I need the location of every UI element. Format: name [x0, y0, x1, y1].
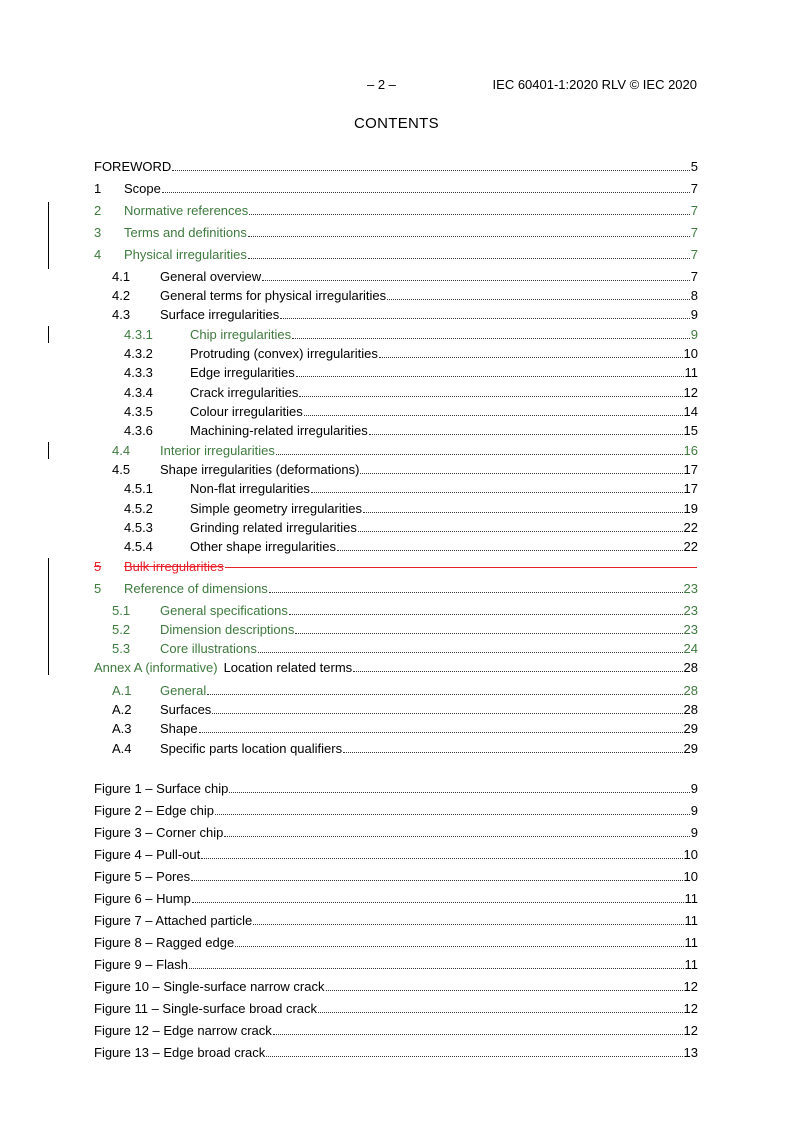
figure-entry[interactable] [94, 1023, 698, 1039]
toc-entry-label: Edge irregularities [190, 365, 295, 380]
figure-entry-label: Figure 13 – Edge broad crack [94, 1045, 266, 1060]
toc-entry-page: 28 [683, 660, 698, 675]
toc-entry-page: 11 [684, 365, 698, 380]
toc-entry-number: 4 [94, 247, 102, 262]
figure-entry[interactable] [94, 957, 698, 973]
toc-entry-number: 4.5.1 [124, 481, 153, 496]
dot-leader [162, 181, 690, 193]
toc-entry-label: Colour irregularities [190, 404, 303, 419]
dot-leader [358, 520, 683, 532]
toc-entry-label: Chip irregularities [190, 327, 292, 342]
toc-entry-label: Crack irregularities [190, 385, 299, 400]
figure-entry[interactable] [94, 935, 698, 951]
toc-entry-page: 7 [690, 225, 698, 240]
toc-entry-label: Shape irregularities (deformations) [160, 462, 360, 477]
toc-entry-number: 4.2 [112, 288, 131, 303]
dot-leader [360, 462, 682, 474]
toc-entry[interactable] [94, 481, 698, 497]
dot-leader [253, 913, 683, 925]
figure-entry-label: Figure 1 – Surface chip [94, 781, 229, 796]
toc-entry[interactable] [94, 539, 698, 555]
dot-leader [262, 269, 690, 281]
toc-entry-number: 5 [94, 581, 102, 596]
toc-entry[interactable] [94, 225, 698, 241]
change-bar [48, 202, 49, 269]
toc-entry-number: 4.5.3 [124, 520, 153, 535]
toc-entry[interactable] [94, 404, 698, 420]
dot-leader [337, 539, 683, 551]
dot-leader [369, 423, 683, 435]
toc-entry-page: 8 [690, 288, 698, 303]
dot-leader [258, 641, 683, 653]
dot-leader [273, 1023, 683, 1035]
toc-entry-label: Protruding (convex) irregularities [190, 346, 378, 361]
dot-leader [248, 225, 690, 237]
toc-entry-page: 22 [683, 539, 698, 554]
toc-entry-number: 4.3.2 [124, 346, 153, 361]
toc-entry-number: 5.1 [112, 603, 131, 618]
toc-entry[interactable] [94, 247, 698, 263]
toc-entry-page: 19 [683, 501, 698, 516]
toc-entry-label: General specifications [160, 603, 288, 618]
toc-entry-page: 23 [683, 581, 698, 596]
dot-leader [343, 741, 682, 753]
figure-entry-label: Figure 9 – Flash [94, 957, 188, 972]
toc-entry-number: Annex A (informative) [94, 660, 218, 675]
toc-entry-label: Surface irregularities [160, 307, 280, 322]
toc-entry-label: Reference of dimensions [124, 581, 268, 596]
figure-entry-label: Figure 2 – Edge chip [94, 803, 214, 818]
figure-entry[interactable] [94, 803, 698, 819]
toc-entry-label: General terms for physical irregularities [160, 288, 387, 303]
dot-leader [266, 1045, 682, 1057]
figure-entry-page: 9 [690, 825, 698, 840]
toc-entry-label: Grinding related irregularities [190, 520, 357, 535]
dot-leader [276, 443, 683, 455]
toc-entry-page: 17 [683, 462, 698, 477]
toc-entry[interactable] [94, 159, 698, 175]
change-bar [48, 442, 49, 459]
toc-entry[interactable] [94, 702, 698, 718]
dot-leader [295, 622, 682, 634]
toc-entry-label: Machining-related irregularities [190, 423, 368, 438]
toc-entry-number: A.2 [112, 702, 132, 717]
toc-entry-page: 9 [690, 327, 698, 342]
toc-entry-number: 4.3.1 [124, 327, 153, 342]
toc-entry[interactable] [94, 501, 698, 517]
dot-leader [318, 1001, 682, 1013]
toc-entry-number: 4.3.6 [124, 423, 153, 438]
toc-entry-label: Physical irregularities [124, 247, 247, 262]
figure-entry-label: Figure 11 – Single-surface broad crack [94, 1001, 318, 1016]
figure-entry[interactable] [94, 781, 698, 797]
toc-entry-page: 29 [683, 741, 698, 756]
figure-entry-label: Figure 10 – Single-surface narrow crack [94, 979, 325, 994]
toc-entry-number: 4.4 [112, 443, 131, 458]
document-id: IEC 60401-1:2020 RLV © IEC 2020 [492, 77, 697, 92]
dot-leader [299, 385, 682, 397]
toc-entry-label: Terms and definitions [124, 225, 247, 240]
dot-leader [363, 501, 683, 513]
toc-entry[interactable] [94, 683, 698, 699]
toc-entry-number: 5 [94, 559, 102, 574]
toc-entry[interactable] [94, 346, 698, 362]
figure-entry[interactable] [94, 869, 698, 885]
dot-leader [311, 481, 683, 493]
change-bar [48, 326, 49, 343]
figure-entry-page: 12 [683, 1001, 698, 1016]
toc-entry-page: 14 [683, 404, 698, 419]
toc-entry-label: Dimension descriptions [160, 622, 295, 637]
dot-leader [280, 307, 690, 319]
toc-entry-page: 29 [683, 721, 698, 736]
toc-entry[interactable] [94, 603, 698, 619]
toc-entry-page: 7 [690, 203, 698, 218]
toc-entry-number: A.1 [112, 683, 132, 698]
toc-entry-label: General [160, 683, 207, 698]
dot-leader [229, 781, 689, 793]
toc-entry[interactable] [94, 269, 698, 285]
toc-entry[interactable] [94, 307, 698, 323]
toc-entry-label: Interior irregularities [160, 443, 275, 458]
toc-entry-number: 4.3.3 [124, 365, 153, 380]
figure-entry-label: Figure 3 – Corner chip [94, 825, 224, 840]
dot-leader [296, 365, 684, 377]
dot-leader [201, 847, 682, 859]
dot-leader [172, 159, 689, 171]
contents-title: CONTENTS [354, 115, 439, 132]
toc-entry-label: General overview [160, 269, 262, 284]
toc-entry[interactable] [94, 365, 698, 381]
toc-entry[interactable] [94, 462, 698, 478]
toc-entry-number: A.3 [112, 721, 132, 736]
figure-entry-label: Figure 7 – Attached particle [94, 913, 253, 928]
toc-entry-page: 23 [683, 603, 698, 618]
dot-leader [215, 803, 690, 815]
dot-leader [289, 603, 683, 615]
figure-entry-page: 11 [684, 913, 698, 928]
toc-entry-page: 7 [690, 181, 698, 196]
figure-entry-page: 11 [684, 957, 698, 972]
toc-entry-number: 4.5 [112, 462, 131, 477]
figure-entry-page: 10 [683, 847, 698, 862]
change-bar [48, 558, 49, 675]
figure-entry-page: 9 [690, 803, 698, 818]
toc-entry-page: 9 [690, 307, 698, 322]
dot-leader [224, 825, 689, 837]
figure-entry[interactable] [94, 979, 698, 995]
dot-leader [225, 559, 697, 568]
figure-entry[interactable] [94, 913, 698, 929]
toc-entry-number: 5.2 [112, 622, 131, 637]
toc-entry[interactable] [94, 741, 698, 757]
toc-entry-number: 4.5.4 [124, 539, 153, 554]
toc-entry[interactable] [94, 622, 698, 638]
toc-entry-label: Core illustrations [160, 641, 257, 656]
toc-entry[interactable] [94, 581, 698, 597]
figure-entry-label: Figure 6 – Hump [94, 891, 191, 906]
toc-entry-number: 4.3.5 [124, 404, 153, 419]
dot-leader [292, 327, 690, 339]
figure-entry[interactable] [94, 825, 698, 841]
toc-entry[interactable] [94, 327, 698, 343]
toc-entry-label: Surfaces [160, 702, 212, 717]
toc-entry-label: Specific parts location qualifiers [160, 741, 343, 756]
figure-entry-page: 12 [683, 1023, 698, 1038]
toc-entry-page: 28 [683, 683, 698, 698]
toc-entry-number: 4.1 [112, 269, 131, 284]
toc-entry-number: 1 [94, 181, 102, 196]
figure-entry[interactable] [94, 1045, 698, 1061]
figure-entry-page: 10 [683, 869, 698, 884]
dot-leader [387, 288, 690, 300]
dot-leader [212, 702, 682, 714]
figure-entry-page: 9 [690, 781, 698, 796]
toc-entry-label: Normative references [124, 203, 249, 218]
toc-entry[interactable] [94, 385, 698, 401]
toc-entry-page: 15 [683, 423, 698, 438]
dot-leader [353, 660, 682, 672]
toc-entry-page: 16 [683, 443, 698, 458]
figure-entry-page: 11 [684, 891, 698, 906]
toc-entry-number: 3 [94, 225, 102, 240]
figure-entry-label: Figure 4 – Pull-out [94, 847, 201, 862]
toc-entry-label: Simple geometry irregularities [190, 501, 362, 516]
dot-leader [379, 346, 683, 358]
page-number: – 2 – [367, 77, 396, 92]
toc-entry[interactable] [94, 660, 698, 676]
figure-entry[interactable] [94, 1001, 698, 1017]
dot-leader [248, 247, 690, 259]
toc-entry-label: Scope [124, 181, 161, 196]
dot-leader [191, 869, 682, 881]
toc-entry-label: Other shape irregularities [190, 539, 336, 554]
dot-leader [249, 203, 689, 215]
toc-entry-number: A.4 [112, 741, 132, 756]
toc-entry-number: 5.3 [112, 641, 131, 656]
toc-entry-page: 22 [683, 520, 698, 535]
toc-entry[interactable] [94, 181, 698, 197]
toc-entry[interactable] [94, 721, 698, 737]
dot-leader [192, 891, 684, 903]
toc-entry-page: 12 [683, 385, 698, 400]
dot-leader [304, 404, 683, 416]
toc-entry-page: 23 [683, 622, 698, 637]
toc-entry-page: 7 [690, 247, 698, 262]
toc-entry-page: 17 [683, 481, 698, 496]
toc-entry[interactable] [94, 423, 698, 439]
figure-entry-label: Figure 5 – Pores [94, 869, 191, 884]
figure-entry[interactable] [94, 847, 698, 863]
dot-leader [199, 721, 683, 733]
toc-entry-label: Location related terms [223, 660, 353, 675]
toc-entry[interactable] [94, 288, 698, 304]
toc-entry-label: Non-flat irregularities [190, 481, 310, 496]
toc-entry-number: 4.3 [112, 307, 131, 322]
toc-entry-page: 28 [683, 702, 698, 717]
toc-entry[interactable] [94, 520, 698, 536]
figure-entry-page: 11 [684, 935, 698, 950]
figure-entry-page: 13 [683, 1045, 698, 1060]
toc-entry-number: 4.5.2 [124, 501, 153, 516]
dot-leader [269, 581, 683, 593]
figure-entry-label: Figure 12 – Edge narrow crack [94, 1023, 272, 1038]
toc-entry-label: Shape [160, 721, 198, 736]
toc-entry[interactable] [94, 203, 698, 219]
toc-entry-page: 24 [683, 641, 698, 656]
toc-entry-number: 2 [94, 203, 102, 218]
toc-entry-label: Bulk irregularities [124, 559, 224, 574]
toc-entry-page: 7 [690, 269, 698, 284]
toc-entry-number: 4.3.4 [124, 385, 153, 400]
toc-entry-label: FOREWORD [94, 159, 172, 174]
dot-leader [207, 683, 682, 695]
figure-entry[interactable] [94, 891, 698, 907]
figure-entry-label: Figure 8 – Ragged edge [94, 935, 235, 950]
figure-entry-page: 12 [683, 979, 698, 994]
dot-leader [235, 935, 683, 947]
toc-entry[interactable] [94, 559, 698, 575]
toc-entry[interactable] [94, 641, 698, 657]
dot-leader [326, 979, 683, 991]
toc-entry[interactable] [94, 443, 698, 459]
toc-entry-page: 10 [683, 346, 698, 361]
toc-entry-page: 5 [690, 159, 698, 174]
dot-leader [189, 957, 684, 969]
